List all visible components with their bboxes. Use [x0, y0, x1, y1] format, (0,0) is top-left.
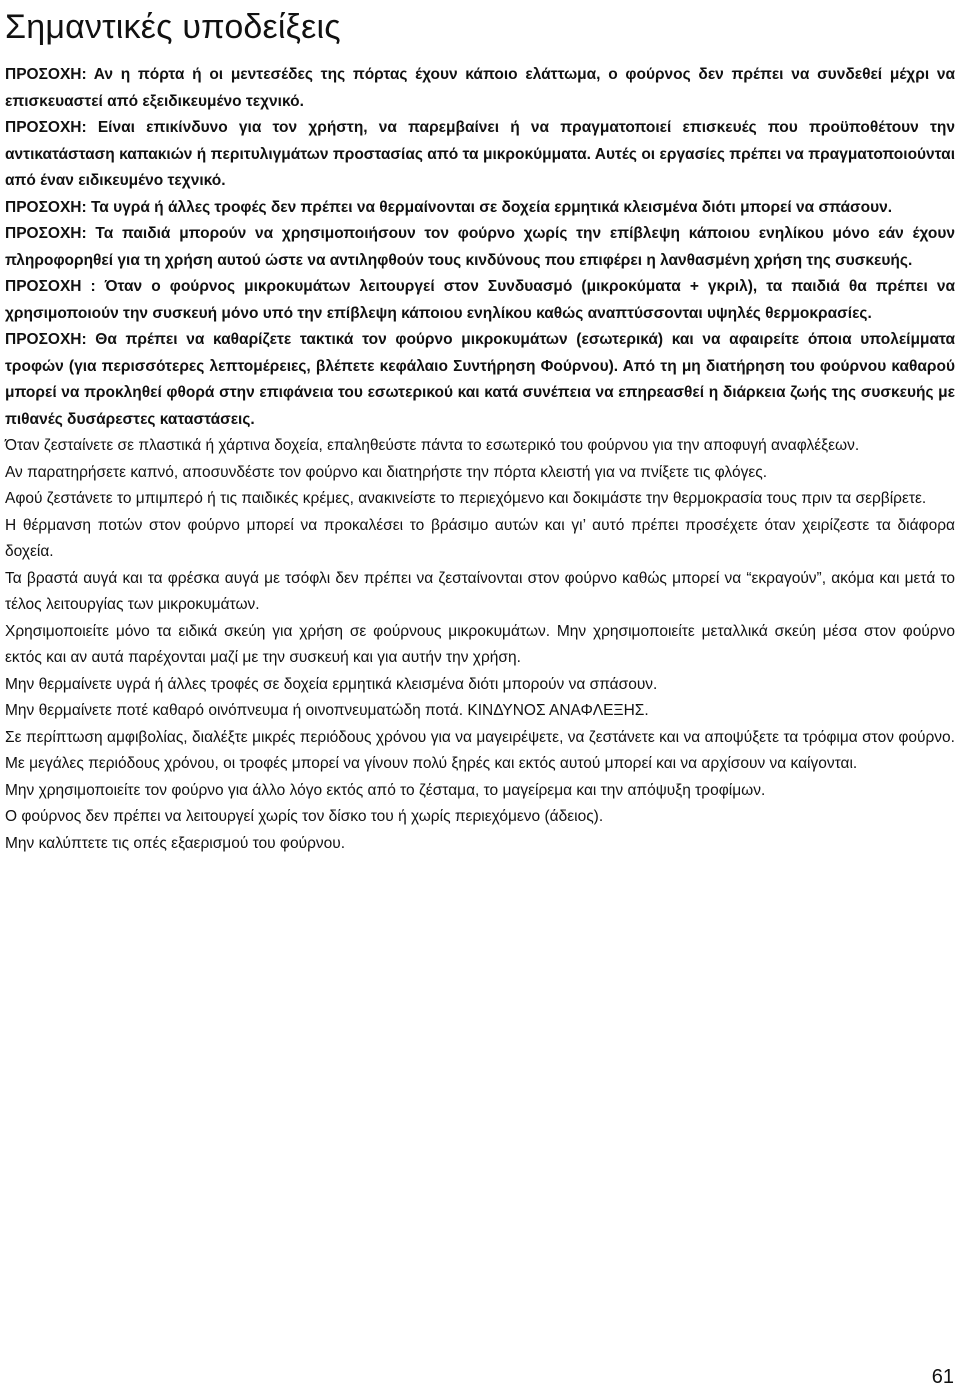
instruction-heating-drinks: Η θέρμανση ποτών στον φούρνο μπορεί να προκαλέσει το βράσιμο αυτών και γι’ αυτό πρέπει προσέχετε όταν χειρίζεστε τα διάφορα δοχεία.	[5, 516, 955, 560]
warning-door-defect: ΠΡΟΣΟΧΗ: Αν η πόρτα ή οι μεντεσέδες της πόρτας έχουν κάποιο ελάττωμα, ο φούρνος δεν πρέπει να συνδεθεί μέχρι να επισκευαστεί από εξειδικευμένο τεχνικό.	[5, 66, 955, 110]
instruction-cookware: Χρησιμοποιείτε μόνο τα ειδικά σκεύη για χρήση σε φούρνους μικροκυμάτων. Μην χρησιμοποιείτε μεταλλικά σκεύη μέσα στον φούρνο εκτός και αν αυτά παρέχονται μαζί με την συσκευή και για αυτήν την χρήση.	[5, 622, 955, 666]
warning-children-use: ΠΡΟΣΟΧΗ: Τα παιδιά μπορούν να χρησιμοποιήσουν τον φούρνο χωρίς την επίβλεψη κάποιου ενηλίκου μόνο εάν έχουν πληροφορηθεί για τη χρήση αυτού ώστε να αντιληφθούν τους κινδύνους που επιφέρει η λανθασμένη χρήση της συσκευής.	[5, 225, 955, 269]
warning-repairs: ΠΡΟΣΟΧΗ: Είναι επικίνδυνο για τον χρήστη, να παρεμβαίνει ή να πραγματοποιεί επισκευές που προϋποθέτουν την αντικατάσταση καπακιών ή περιτυλιγμάτων προστασίας από τα μικροκύμματα. Αυτές οι εργασίες πρέπει να πραγματοποιούνται από έναν ειδικευμένο τεχνικό.	[5, 119, 955, 189]
instruction-short-periods: Σε περίπτωση αμφιβολίας, διαλέξτε μικρές περιόδους χρόνου για να μαγειρέψετε, να ζεστάνετε και να αποψύξετε τα τρόφιμα στον φούρνο. Με μεγάλες περιόδους χρόνου, οι τροφές μπορεί να γίνουν πολύ ξηρές και εκτός αυτού μπορεί και να αρχίσουν να καίγονται.	[5, 728, 955, 772]
instruction-smoke: Αν παρατηρήσετε καπνό, αποσυνδέστε τον φούρνο και διατηρήστε την πόρτα κλειστή για να πνίξετε τις φλόγες.	[5, 463, 768, 481]
warning-sealed-containers: ΠΡΟΣΟΧΗ: Τα υγρά ή άλλες τροφές δεν πρέπει να θερμαίνονται σε δοχεία ερμητικά κλεισμένα διότι μπορεί να σπάσουν.	[5, 198, 893, 216]
instruction-sealed-containers: Μην θερμαίνετε υγρά ή άλλες τροφές σε δοχεία ερμητικά κλεισμένα διότι μπορούν να σπάσουν.	[5, 675, 658, 693]
warning-children-combination: ΠΡΟΣΟΧΗ : Όταν ο φούρνος μικροκυμάτων λειτουργεί στον Συνδυασμό (μικροκύματα + γκριλ), τα παιδιά θα πρέπει να χρησιμοποιούν την συσκευή μόνο υπό την επίβλεψη κάποιου ενηλίκου καθώς αναπτύσσονται υψηλές θερμοκρασίες.	[5, 278, 955, 322]
instruction-turntable: Ο φούρνος δεν πρέπει να λειτουργεί χωρίς τον δίσκο του ή χωρίς περιεχόμενο (άδειος).	[5, 808, 604, 825]
instruction-alcohol: Μην θερμαίνετε ποτέ καθαρό οινόπνευμα ή οινοπνευματώδη ποτά. ΚΙΝΔΥΝΟΣ ΑΝΑΦΛΕΞΗΣ.	[5, 702, 649, 719]
instruction-baby-bottle: Αφού ζεστάνετε το μπιμπερό ή τις παιδικές κρέμες, ανακινείστε το περιεχόμενο και δοκιμάστε την θερμοκρασία τους πριν τα σερβίρετε.	[5, 490, 927, 507]
instruction-intended-use: Μην χρησιμοποιείτε τον φούρνο για άλλο λόγο εκτός από το ζέσταμα, το μαγείρεμα και την απόψυξη τροφίμων.	[5, 781, 766, 799]
warning-cleaning: ΠΡΟΣΟΧΗ: Θα πρέπει να καθαρίζετε τακτικά τον φούρνο μικροκυμάτων (εσωτερικά) και να αφαιρείτε όποια υπολείμματα τροφών (για περισσότερες λεπτομέρειες, βλέπετε κεφάλαιο Συντήρηση Φούρνου). Από τη μη διατήρηση του φούρνου καθαρού μπορεί να προκληθεί φθορά στην επιφάνεια του εσωτερικού και κατά συνέπεια να επηρεασθεί η διάρκεια ζωής της συσκευής με πιθανές δυσάρεστες καταστάσεις.	[5, 331, 955, 428]
manual-page	[5, 0, 955, 857]
instruction-vents: Μην καλύπτετε τις οπές εξαερισμού του φούρνου.	[5, 834, 346, 852]
instruction-eggs: Τα βραστά αυγά και τα φρέσκα αυγά με τσόφλι δεν πρέπει να ζεσταίνονται στον φούρνο καθώς μπορεί να “εκραγούν”, ακόμα και μετά το τέλος λειτουργίας των μικροκυμάτων.	[5, 569, 955, 613]
page-number: 61	[931, 1366, 954, 1388]
page-title: Σημαντικές υποδείξεις	[5, 8, 341, 46]
instruction-plastic-paper: Όταν ζεσταίνετε σε πλαστικά ή χάρτινα δοχεία, επαληθεύστε πάντα το εσωτερικό του φούρνου για την αποφυγή αναφλέξεων.	[5, 437, 860, 454]
safety-instructions	[5, 62, 955, 857]
